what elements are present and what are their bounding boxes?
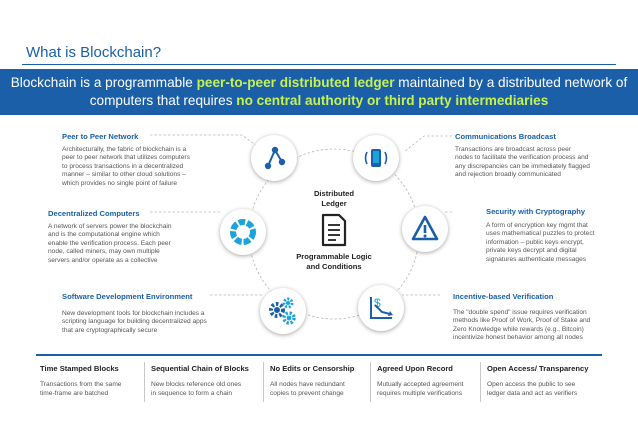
bottom-divider-bar [36,354,602,356]
decentralized-line: enable the verification process. Each peer [48,239,171,247]
section-body-software [62,310,207,335]
network-icon [251,135,297,181]
p2p-line: peer to peer network that utilizes computers [62,154,190,162]
phone-broadcast-icon [353,135,399,181]
p2p-line: which provides no single point of failure [62,179,178,187]
bottom-body-no-edits [270,380,345,398]
gears-icon-circle [260,288,306,334]
bottom-body-sequential-chain [151,380,241,398]
incentive-line: incentivize honest behavior among all nodes [453,334,583,342]
section-title-decentralized: Decentralized Computers [48,209,140,218]
bottom-line: requires multiple verifications [377,390,463,397]
software-line: scripting language for building decentralized apps [62,318,207,326]
center-top-line: Distributed [313,189,355,198]
bottom-column-divider [144,362,145,402]
center-top-line: Ledger [321,199,347,208]
document-icon [319,213,349,247]
incentive-line: methods like Proof of Work, Proof of Stake and [453,317,591,325]
incentive-line: The "double spend" issue requires verification [453,309,587,316]
section-body-p2p [62,146,190,188]
bottom-line: Open access the public to see [487,381,576,388]
section-title-incentive: Incentive-based Verification [453,292,554,301]
section-body-decentralized [48,223,172,265]
bottom-line: ledger data and act as verifiers [487,390,578,397]
loading-ring-icon [220,209,266,255]
broadcast-line: any discrepancies can be immediately flagged [455,162,590,170]
decentralized-line: node, called miners, may own multiple [48,248,160,256]
center-label-top [300,189,368,209]
bottom-title-time-stamped: Time Stamped Blocks [40,364,119,373]
incentive-line: Zero Knowledge while rewards (e.g., Bitcoin) [453,325,584,333]
p2p-line: to process transactions in a decentralized [62,162,184,170]
center-bottom-line: and Conditions [306,262,362,271]
banner-highlight-2: no central authority or third party intermediaries [236,93,549,108]
phone-broadcast-icon-circle [353,135,399,181]
banner-text-2: maintained by a distributed network of computers that requires [89,75,628,108]
dollar-decline-icon-circle [358,285,404,331]
software-line: New development tools for blockchain includes a [62,310,205,317]
bottom-line: All nodes have redundant [270,381,345,388]
broadcast-line: Transactions are broadcast across peer [455,146,571,153]
bottom-line: time-frame are batched [40,390,109,397]
center-label-bottom [286,252,382,272]
section-title-broadcast: Communications Broadcast [455,132,556,141]
bottom-title-open-access: Open Access/ Transparency [487,364,589,373]
bottom-body-open-access [487,380,577,398]
section-title-crypto: Security with Cryptography [486,207,586,216]
page-title: What is Blockchain? [26,44,162,61]
bottom-title-sequential-chain: Sequential Chain of Blocks [151,364,249,373]
p2p-line: manner – similar to other cloud solutions – [62,171,186,179]
p2p-line: Architecturally, the fabric of blockchain is a [62,146,187,153]
network-icon-circle [251,135,297,181]
crypto-line: information – public keys encrypt, [486,238,584,246]
software-line: that are cryptographically secure [62,326,158,334]
decentralized-line: and is the computational engine which [48,231,160,239]
banner-highlight-1: peer-to-peer distributed ledger [196,75,395,90]
bottom-column-divider [370,362,371,402]
bottom-body-time-stamped [40,380,121,398]
bottom-line: New blocks reference old ones [151,381,242,388]
decentralized-line: servers and/or operate as a collective [48,256,158,264]
section-body-crypto [486,222,594,264]
broadcast-line: nodes to facilitate the verification process and [455,154,589,162]
section-body-broadcast [455,146,590,180]
bottom-line: copies to prevent change [270,390,344,397]
banner-text-1: Blockchain is a programmable [10,75,197,90]
bottom-line: Mutually accepted agreement [377,381,464,388]
bottom-body-agreed-record [377,380,464,398]
bottom-title-no-edits: No Edits or Censorship [270,364,355,373]
crypto-line: signatures authenticate messages [486,255,587,263]
warning-icon [402,206,448,252]
section-body-incentive [453,309,590,343]
bottom-line: Transactions from the same [40,381,122,388]
crypto-line: private keys decrypt and digital [486,247,577,255]
bottom-title-agreed-record: Agreed Upon Record [377,364,453,373]
loading-ring-icon-circle [220,209,266,255]
gears-icon [260,288,306,334]
section-title-software: Software Development Environment [62,292,193,301]
dollar-decline-icon [358,285,404,331]
crypto-line: A form of encryption key mgmt that [486,222,588,229]
crypto-line: uses mathematical puzzles to protect [486,230,595,238]
decentralized-line: A network of servers power the blockchain [48,223,172,230]
bottom-line: in sequence to form a chain [151,390,233,397]
bottom-column-divider [263,362,264,402]
section-title-p2p: Peer to Peer Network [62,132,139,141]
bottom-column-divider [480,362,481,402]
broadcast-line: and rejection broadly communicated [455,171,561,179]
warning-icon-circle [402,206,448,252]
svg-text:$: $ [374,296,381,310]
center-bottom-line: Programmable Logic [296,252,372,261]
